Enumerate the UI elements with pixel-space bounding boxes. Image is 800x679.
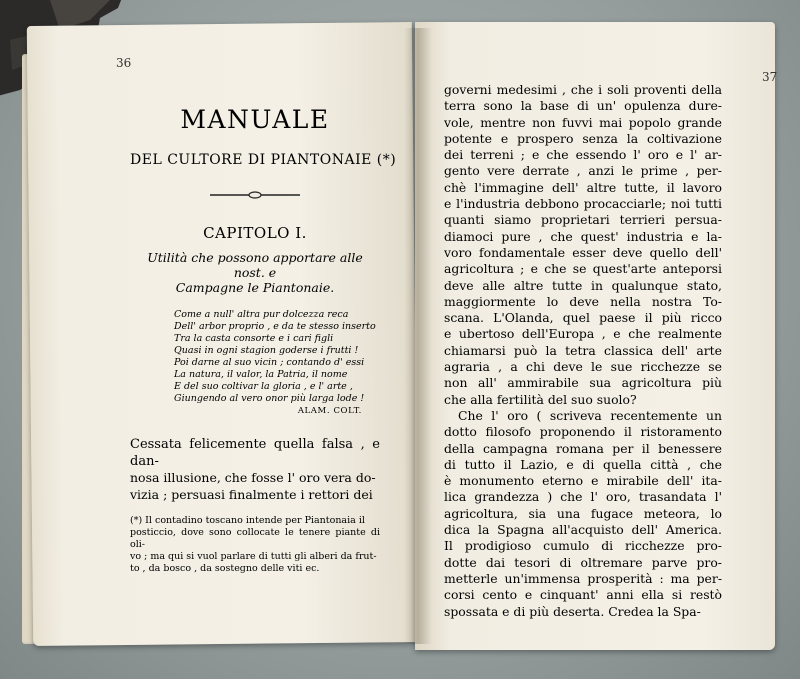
body-line: Cessata felicemente quella falsa , e dan-: [130, 437, 380, 469]
verse-line: Come a null' altra pur dolcezza reca: [174, 309, 349, 320]
text-line: di tutto il Lazio, e di quella città , che: [444, 456, 722, 472]
verse-line: La natura, il valor, la Patria, il nome: [174, 369, 348, 380]
chapter-subtitle-line: Utilità che possono apportare alle nost. e: [147, 250, 363, 280]
verse-line: Poi darne al suo vicin ; contando d' essi: [174, 357, 365, 368]
right-page-content: [444, 82, 722, 620]
text-line: gento vere derrate , anzi le prime , per-: [444, 163, 722, 179]
text-line: e ubertoso dell'Europa , e che realmente: [444, 326, 722, 342]
text-line: deve alle altre tutte in qualunque stato,: [444, 277, 722, 293]
text-line: della campagna romana per il benessere: [444, 440, 722, 456]
book-spine: [404, 28, 432, 644]
body-line: nosa illusione, che fosse l' oro vera do-: [130, 470, 376, 485]
text-line: non all' ammirabile sua agricoltura più: [444, 375, 722, 391]
text-line: Che l' oro ( scriveva recentemente un: [458, 407, 722, 423]
text-line: maggiormente lo deve nella nostra To-: [444, 293, 722, 309]
text-line: governi medesimi , che i soli proventi della: [444, 82, 722, 97]
epigraph-verse: [174, 309, 380, 417]
text-line: lica grandezza ) che l' oro, trasandata l': [444, 489, 722, 505]
text-line: corsi cento e cinquant' anni ella si restò: [444, 587, 722, 603]
text-line: dei terreni ; e che essendo l' oro e l' ar-: [444, 147, 722, 163]
body-line: vizia ; persuasi finalmente i rettori dei: [130, 486, 373, 502]
text-line: potente e prospero senza la coltivazione: [444, 130, 722, 146]
text-line: e l'industria debbono procacciarle; noi tutti: [444, 196, 722, 212]
text-line: terra sono la base di un' opulenza dure-: [444, 98, 722, 114]
text-line: scana. L'Olanda, quel paese il più ricco: [444, 310, 722, 326]
book-subtitle: DEL CULTORE DI PIANTONAIE (*): [130, 152, 397, 168]
text-line: dica la Spagna all'acquisto dell' America.: [444, 522, 722, 538]
verse-attribution: ALAM. COLT.: [297, 406, 362, 416]
chapter-subtitle-line: Campagne le Piantonaie.: [175, 280, 335, 295]
text-line: dotte dai tesori di oltremare parve pro-: [444, 554, 722, 570]
divider-ornament-icon: [210, 190, 300, 200]
right-page-number: 37: [762, 70, 778, 84]
text-line: è monumento eterno e mirabile dell' ita-: [444, 473, 722, 489]
left-page-number: 36: [116, 56, 132, 70]
left-page-content: [130, 105, 397, 575]
verse-line: E del suo coltivar la gloria , e l' arte ,: [174, 381, 353, 392]
text-line: voro fondamentale esser deve quello dell': [444, 244, 722, 260]
text-line: chè l'immagine dell' altre tutte, il lavoro: [444, 179, 722, 195]
chapter-subtitle: [130, 250, 380, 295]
text-line: dotto filosofo proponendo il ristoramento: [444, 424, 722, 440]
verse-line: Dell' arbor proprio , e da te stesso inserto: [174, 321, 376, 332]
left-body-text: [130, 437, 380, 503]
text-line: quanti siamo proprietari terrieri persua-: [444, 212, 722, 228]
footnote-line: posticcio, dove sono collocate le tenere piante di oli-: [130, 527, 380, 550]
footnote-line: to , da bosco , da sostegno delle viti ec.: [130, 563, 320, 574]
verse-line: Giungendo al vero onor più larga lode !: [174, 393, 365, 404]
text-line: spossata e di più deserta. Credea la Spa-: [444, 603, 701, 619]
footnote: [130, 515, 380, 575]
text-line: metterle un'immensa prosperità : ma per-: [444, 570, 722, 586]
text-line: agricoltura, sia una fugace meteora, lo: [444, 505, 722, 521]
footnote-line: (*) Il contadino toscano intende per Piantonaia il: [130, 515, 365, 526]
text-line: Il prodigioso cumulo di ricchezze pro-: [444, 538, 722, 554]
text-line: vole, mentre non fuvvi mai popolo grande: [444, 114, 722, 130]
text-line: che alla fertilità del suo suolo?: [444, 391, 637, 407]
text-line: agraria , a chi deve le sue ricchezze se: [444, 359, 722, 375]
footnote-line: vo ; ma qui si vuol parlare di tutti gli alberi da frut-: [130, 551, 377, 562]
verse-line: Quasi in ogni stagion goderse i frutti !: [174, 345, 359, 356]
text-line: chiamarsi può la tetra classica dell' arte: [444, 342, 722, 358]
verse-line: Tra la casta consorte e i cari figli: [174, 333, 334, 344]
chapter-heading: CAPITOLO I.: [203, 224, 307, 242]
text-line: diamoci pure , che quest' industria e la-: [444, 228, 722, 244]
book-title: MANUALE: [180, 105, 330, 134]
text-line: agricoltura ; e che se quest'arte anteporsi: [444, 261, 722, 277]
